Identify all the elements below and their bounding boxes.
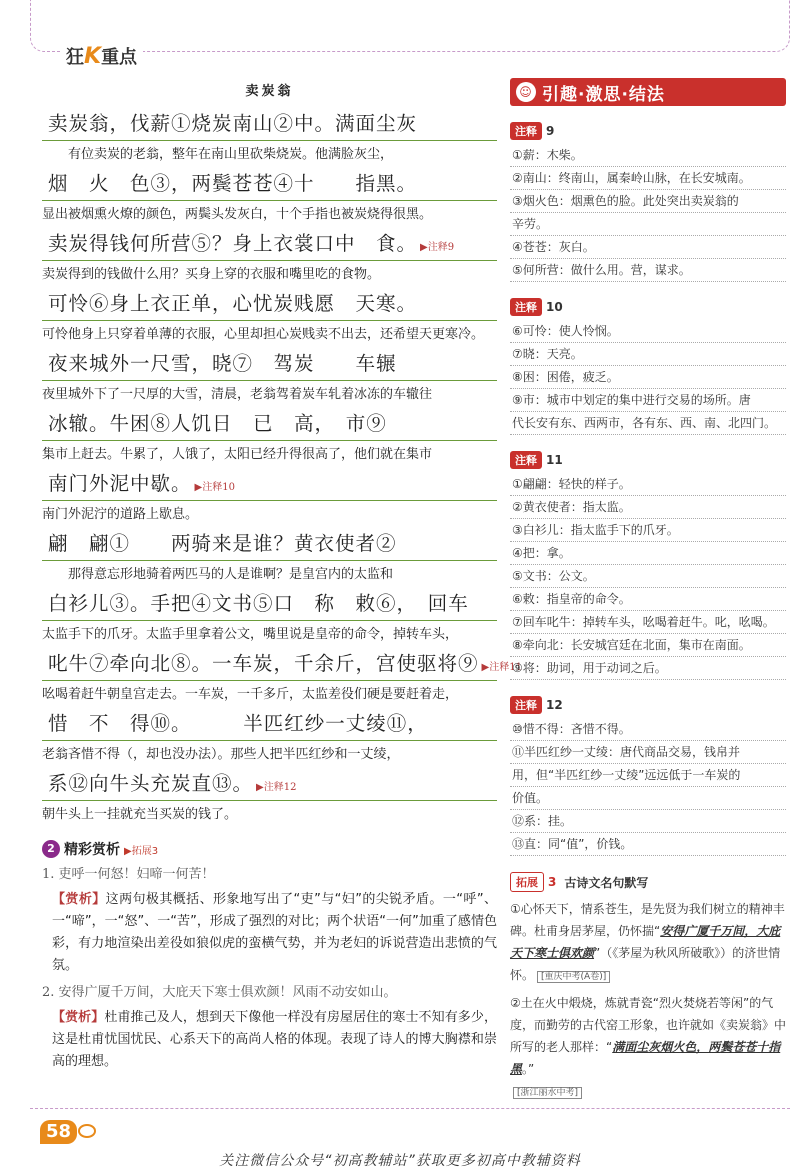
translation-line: 显出被烟熏火燎的颜色，两鬓头发灰白，十个手指也被炭烧得很黑。 <box>42 207 433 222</box>
ancient-text: 卖炭得钱何所营⑤？身上衣裳口中 食。 <box>48 232 418 255</box>
note-item: 用，但“半匹红纱一丈绫”远远低于一车炭的 <box>510 764 786 787</box>
note-item: ⑤何所营：做什么用。营，谋求。 <box>510 259 786 282</box>
note-item: ④苍苍：灰白。 <box>510 236 786 259</box>
appreciation-items <box>42 865 497 1073</box>
ancient-line <box>42 347 497 381</box>
note-item: 辛劳。 <box>510 213 786 236</box>
analysis-tag: 【赏析】 <box>52 1010 105 1025</box>
note-item: ④把：拿。 <box>510 542 786 565</box>
ancient-text: 翩 翩① 两骑来是谁？黄衣使者② <box>48 532 397 555</box>
translation-line: 朝牛头上一挂就充当买炭的钱了。 <box>42 807 238 822</box>
ancient-line <box>42 287 497 321</box>
note-list <box>510 718 786 856</box>
appreciation-question <box>42 865 497 885</box>
ancient-line <box>42 227 497 261</box>
expand-title: 古诗文名句默写 <box>564 875 649 890</box>
logo <box>60 42 143 70</box>
appreciation-link[interactable]: ▶拓展3 <box>124 845 159 857</box>
note-number: 12 <box>546 698 563 712</box>
ancient-line <box>42 707 497 741</box>
ancient-line <box>42 587 497 621</box>
expand-p2-text-a: ②土在火中煅烧，炼就青瓷“烈火焚烧若等闲”的气度，而勤劳的古代窑工形象，也许就如《卖炭翁》中所写的老人那样：“ <box>510 996 787 1054</box>
banner-title: 引趣·激思·结法 <box>542 84 665 105</box>
expand-p2-text-b: 。” <box>522 1062 535 1076</box>
note-label: 注释 <box>510 696 542 714</box>
ancient-text: 叱牛⑦牵向北⑧。一车炭，千余斤，宫使驱将⑨ <box>48 652 479 675</box>
note-item: ①翩翩：轻快的样子。 <box>510 473 786 496</box>
left-column <box>42 78 522 1073</box>
note-item: 代长安有东、西两市，各有东、西、南、北四门。 <box>510 412 786 435</box>
note-list <box>510 473 786 680</box>
note-heading <box>510 122 786 140</box>
ancient-line <box>42 407 497 441</box>
ancient-line <box>42 527 497 561</box>
translation-line: 吆喝着赶牛朝皇宫走去。一车炭，一千多斤，太监差役们硬是要赶着走， <box>42 687 459 702</box>
note-number: 9 <box>546 124 555 138</box>
note-link[interactable]: ▶注释10 <box>194 482 235 493</box>
expand-p1-text-b: ”（《茅屋为秋风所破歌》）的济世情怀。 <box>510 946 781 982</box>
analysis-text: 杜甫推己及人，想到天下像他一样没有房屋居住的寒士不知有多少，这是杜甫忧国忧民、心系天下的高尚人格的体现。表现了诗人的博大胸襟和崇高的理想。 <box>52 1010 497 1069</box>
note-item: ③白衫儿：指太监手下的爪牙。 <box>510 519 786 542</box>
note-number: 10 <box>546 300 563 314</box>
note-list <box>510 144 786 282</box>
note-item: ⑨将：助词，用于动词之后。 <box>510 657 786 680</box>
expand-heading <box>510 872 786 892</box>
expand-box <box>510 898 786 1104</box>
note-number: 11 <box>546 453 563 467</box>
translation-line: 卖炭得到的钱做什么用？买身上穿的衣服和嘴里吃的食物。 <box>42 267 381 282</box>
ancient-text: 南门外泥中歇。 <box>48 472 192 495</box>
note-label: 注释 <box>510 122 542 140</box>
appreciation-heading <box>42 839 497 859</box>
note-item: ①薪：木柴。 <box>510 144 786 167</box>
note-item: 价值。 <box>510 787 786 810</box>
expand-p2-quote: 满面尘灰烟火色，两鬓苍苍十指黑 <box>510 1040 781 1076</box>
banner <box>510 78 786 106</box>
note-link[interactable]: ▶注释12 <box>256 782 297 793</box>
poem-title: 卖炭翁 <box>245 84 294 99</box>
note-list <box>510 320 786 435</box>
expand-p1 <box>510 898 786 988</box>
note-item: ⑩惜不得：吝惜不得。 <box>510 718 786 741</box>
note-item: ②黄衣使者：指太监。 <box>510 496 786 519</box>
question-text: 1. 吏呼一何怒！妇啼一何苦！ <box>42 867 215 882</box>
analysis-tag: 【赏析】 <box>52 892 106 907</box>
note-item: ⑧困：困倦，疲乏。 <box>510 366 786 389</box>
analysis-text: 这两句极其概括、形象地写出了“吏”与“妇”的尖锐矛盾。一“呼”、一“啼”，一“怒”、一“苦”，形成了强烈的对比；两个状语“一何”加重了感情色彩，有力地渲染出差役如狼似虎的蛮横气势，并为老妇的诉说营造出悲愤的气氛。 <box>52 892 497 973</box>
section-number-badge: 2 <box>42 840 60 858</box>
note-label: 注释 <box>510 451 542 469</box>
note-item: ⑨市：城市中划定的集中进行交易的场所。唐 <box>510 389 786 412</box>
ancient-text: 系⑫向牛头充炭直⑬。 <box>48 772 254 795</box>
notes <box>510 122 786 856</box>
ancient-line <box>42 107 497 141</box>
ancient-text: 白衫儿③。手把④文书⑤口 称 敕⑥， 回车 <box>48 592 469 615</box>
note-item: ⑥敕：指皇帝的命令。 <box>510 588 786 611</box>
swirl-icon <box>78 1124 96 1138</box>
ancient-line <box>42 647 522 681</box>
note-item: ⑥可怜：使人怜悯。 <box>510 320 786 343</box>
ancient-text: 卖炭翁，伐薪①烧炭南山②中。满面尘灰 <box>48 112 418 135</box>
note-item: ⑬直：同“值”，价钱。 <box>510 833 786 856</box>
note-item: ⑪半匹红纱一丈绫：唐代商品交易，钱帛并 <box>510 741 786 764</box>
ancient-line <box>42 767 497 801</box>
analysis <box>42 1007 497 1073</box>
translation-line: 太监手下的爪牙。太监手里拿着公文，嘴里说是皇帝的命令，掉转车头， <box>42 627 459 642</box>
note-item: ③烟火色：烟熏色的脸。此处突出卖炭翁的 <box>510 190 786 213</box>
note-item: ⑫系：挂。 <box>510 810 786 833</box>
translation-line: 那得意忘形地骑着两匹马的人是谁啊？是皇宫内的太监和 <box>68 567 394 582</box>
expand-label: 拓展 <box>510 872 544 892</box>
note-heading <box>510 696 786 714</box>
note-link[interactable]: ▶注释11 <box>481 662 522 673</box>
translation-line: 夜里城外下了一尺厚的大雪，清晨，老翁驾着炭车轧着冰冻的车辙往 <box>42 387 433 402</box>
note-label: 注释 <box>510 298 542 316</box>
logo-k: K <box>84 43 102 69</box>
ancient-text: 烟 火 色③，两鬓苍苍④十 指黑。 <box>48 172 418 195</box>
ancient-text: 夜来城外一尺雪，晓⑦ 驾炭 车辗 <box>48 352 397 375</box>
translation-line: 可怜他身上只穿着单薄的衣服，心里却担心炭贱卖不出去，还希望天更寒冷。 <box>42 327 485 342</box>
logo-left: 狂 <box>66 47 84 68</box>
expand-p1-source: [重庆中考(A卷)] <box>537 971 610 983</box>
page-number: 58 <box>40 1120 77 1144</box>
ancient-text: 可怜⑥身上衣正单，心忧炭贱愿 天寒。 <box>48 292 418 315</box>
note-item: ⑦晓：天亮。 <box>510 343 786 366</box>
note-item: ②南山：终南山，属秦岭山脉，在长安城南。 <box>510 167 786 190</box>
note-item: ⑧牵向北：长安城宫廷在北面，集市在南面。 <box>510 634 786 657</box>
appreciation-title: 精彩赏析 <box>64 842 120 858</box>
top-border <box>30 0 790 52</box>
analysis <box>42 889 497 977</box>
appreciation-question <box>42 983 497 1003</box>
expand-p2-source: [浙江丽水中考] <box>513 1087 582 1099</box>
ancient-line <box>42 467 497 501</box>
question-text: 2. 安得广厦千万间，大庇天下寒士俱欢颜！风雨不动安如山。 <box>42 985 397 1000</box>
expand-p1-text-a: ①心怀天下，情系苍生，是先贤为我们树立的精神丰碑。杜甫身居茅屋，仍怀揣“ <box>510 902 785 938</box>
translation-line: 老翁吝惜不得（，却也没办法）。那些人把半匹红纱和一丈绫， <box>42 747 400 762</box>
note-item: ⑦回车叱牛：掉转车头，吆喝着赶牛。叱，吆喝。 <box>510 611 786 634</box>
bottom-border <box>30 1108 790 1109</box>
right-column <box>510 78 786 1104</box>
footer: 关注微信公众号“初高教辅站”获取更多初高中教辅资料 <box>219 1153 581 1169</box>
translation-line: 有位卖炭的老翁，整年在南山里砍柴烧炭。他满脸灰尘， <box>68 147 394 162</box>
note-link[interactable]: ▶注释9 <box>420 242 455 253</box>
poem-lines <box>42 107 522 827</box>
translation-line: 集市上赶去。牛累了，人饿了，太阳已经升得很高了，他们就在集市 <box>42 447 433 462</box>
note-heading <box>510 451 786 469</box>
face-icon: ☺ <box>516 82 536 102</box>
note-item: ⑤文书：公文。 <box>510 565 786 588</box>
translation-line: 南门外泥泞的道路上歇息。 <box>42 507 199 522</box>
expand-p2 <box>510 992 786 1104</box>
note-heading <box>510 298 786 316</box>
expand-num: 3 <box>548 875 557 889</box>
ancient-text: 冰辙。牛困⑧人饥日 已 高， 市⑨ <box>48 412 387 435</box>
ancient-line <box>42 167 497 201</box>
expand-p1-quote: 安得广厦千万间，大庇天下寒士俱欢颜 <box>510 924 781 960</box>
logo-right: 重点 <box>101 47 138 68</box>
ancient-text: 惜 不 得⑩。 半匹红纱一丈绫⑪， <box>48 712 428 735</box>
